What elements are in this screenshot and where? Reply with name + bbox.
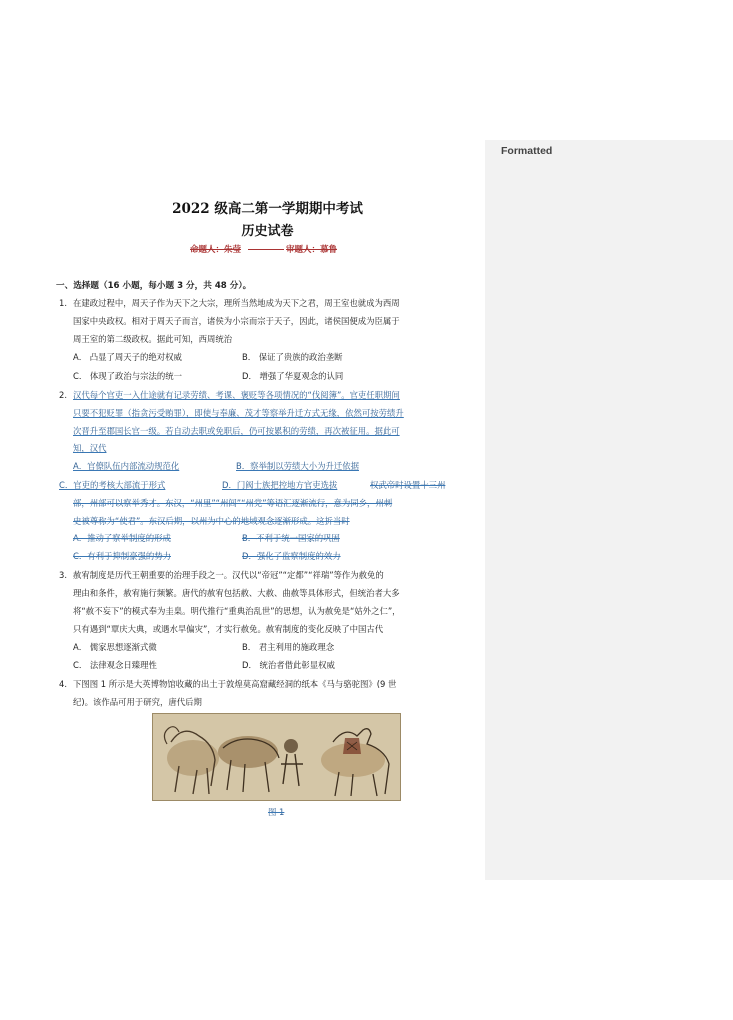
option-a: A． 儒家思想逐渐式微	[73, 642, 157, 652]
option-a: A． 凸显了周天子的绝对权威	[73, 352, 182, 362]
question-text-line: 周王室的第二级政权。据此可知，西周统治	[73, 334, 233, 344]
reviewer-line: 审题人：慕鲁	[286, 245, 338, 255]
deleted-option-b: B．不利于统一国家的巩固	[242, 533, 340, 543]
option-b: B． 保证了贵族的政治垄断	[242, 352, 343, 362]
question-number: 1.	[59, 298, 67, 308]
option-b: B． 君主利用的施政理念	[242, 642, 335, 652]
painting-illustration	[153, 714, 400, 800]
option-c: C． 法律观念日臻理性	[73, 660, 157, 670]
option-d: D． 统治者借此彰显权威	[242, 660, 335, 670]
inserted-text-line: 汉代每个官吏一入仕途就有记录劳绩、考课、褒贬等各项情况的“伐阅簿”。官吏任职期间	[73, 390, 400, 400]
question-text-line: 纪)。该作品可用于研究，唐代后期	[73, 697, 202, 707]
author-line: 命题人：朱莹	[190, 245, 242, 255]
deleted-option-d: D．强化了监察制度的效力	[242, 551, 341, 561]
question-text-line: 将“赦不妄下”的模式奉为圭臬。明代推行“重典治乱世”的思想，认为赦免是“姑外之仁”，	[73, 606, 401, 616]
exam-title: 2022 级高二第一学期期中考试	[172, 201, 363, 217]
comment-label: Formatted	[501, 145, 553, 157]
exam-subtitle: 历史试卷	[241, 224, 294, 239]
question-text-line: 理由和条件，赦宥施行频繁。唐代的赦宥包括赦、大赦、曲赦等具体形式，但统治者大多	[73, 588, 400, 598]
question-text-line: 在建政过程中，周天子作为天下之大宗，理所当然地成为天下之君，周王室也就成为西周	[73, 298, 400, 308]
option-d: D．门阀士族把控地方官吏选拔	[222, 480, 338, 490]
question-number: 2.	[59, 390, 67, 400]
question-text-line: 下图图 1 所示是大英博物馆收藏的出土于敦煌莫高窟藏经洞的纸本《马与骆驼图》(9 世	[73, 679, 397, 689]
question-number: 3.	[59, 570, 67, 580]
deleted-text-line: 部，州部可以察举秀才。东汉，“州里”“州闾”“州党”等语汇逐渐流行，意为同乡，州刺	[73, 498, 393, 508]
inserted-text-line: 知，汉代	[73, 443, 107, 453]
deleted-option-c: C．有利于抑制豪强的势力	[73, 551, 171, 561]
horse-camel-painting-image	[152, 713, 401, 801]
inserted-text-line: 次晋升至郡国长官一级。若自动去职或免职后，仍可按累积的劳绩，再次被征用。据此可	[73, 426, 400, 436]
option-c: C． 体现了政治与宗法的统一	[73, 371, 183, 381]
question-text-line: 国家中央政权。相对于周天子而言，诸侯为小宗而宗于天子，因此，诸侯国便成为臣属于	[73, 316, 400, 326]
option-c: C．官吏的考核大部流于形式	[59, 480, 166, 490]
deleted-text: 权武帝时设置十三州	[370, 480, 446, 490]
question-number: 4.	[59, 679, 67, 689]
section-heading: 一、选择题（16 小题，每小题 3 分，共 48 分）。	[56, 281, 252, 291]
question-text-line: 只有遇到“覃庆大典，或遇水旱偏灾”，才实行赦免。赦宥制度的变化反映了中国古代	[73, 624, 384, 634]
option-b: B．察举制以劳绩大小为升迁依据	[236, 461, 359, 471]
comment-margin-pane	[485, 140, 733, 880]
option-a: A．官僚队伍内部流动规范化	[73, 461, 180, 471]
deleted-option-a: A．推动了察举制度的形成	[73, 533, 171, 543]
option-d: D． 增强了华夏观念的认同	[242, 371, 344, 381]
figure-caption: 图 1	[268, 807, 285, 817]
deleted-text-line: 史被尊称为“使君”。东汉后期，以州为中心的地域观念逐渐形成。这折当时	[73, 516, 350, 526]
author-divider	[248, 249, 284, 250]
inserted-text-line: 只要不犯贬罪（指贪污受贿罪），即使与奉廉、茂才等察举升迁方式无缘，依然可按劳绩升	[73, 408, 404, 418]
question-text-line: 赦宥制度是历代王朝重要的治理手段之一。汉代以“帝冠”“定都”“祥瑞”等作为赦免的	[73, 570, 384, 580]
